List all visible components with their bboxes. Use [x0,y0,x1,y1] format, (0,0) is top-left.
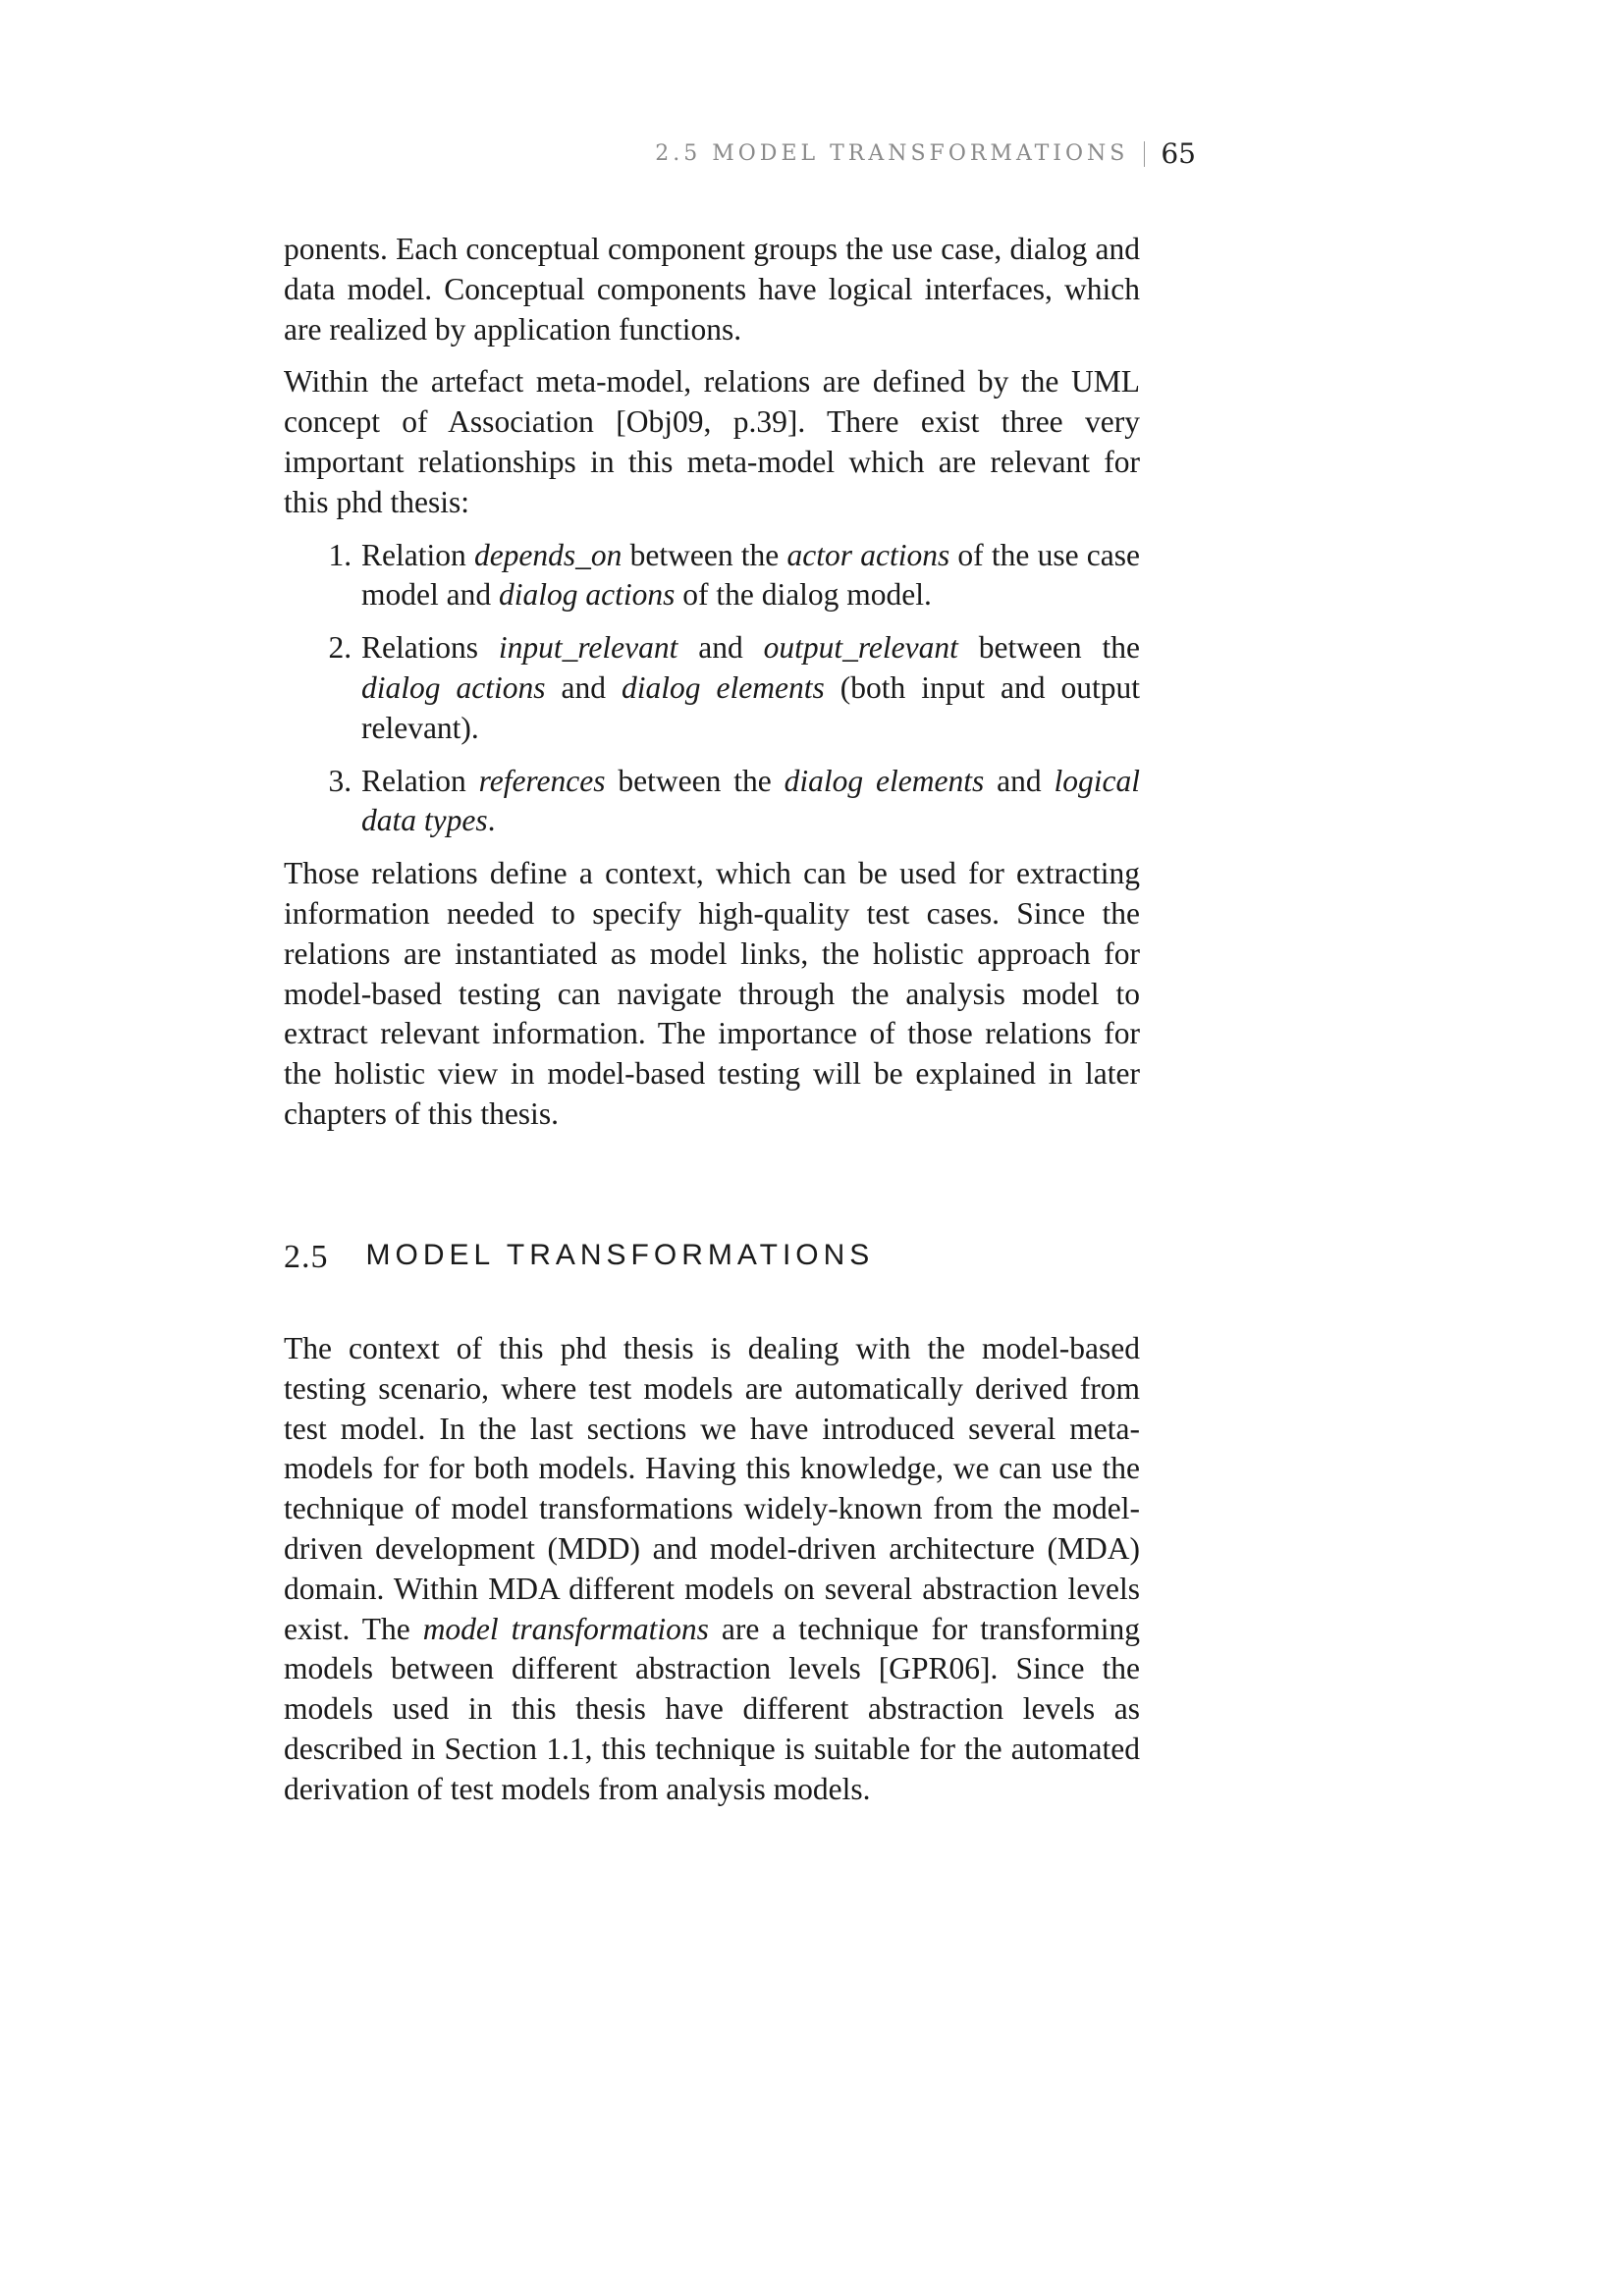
list-item: 2. Relations input_relevant and output_relevant between the dialog actions and dialog elements (both input and output relevant). [359,628,1140,748]
body-text-top [284,230,1140,1148]
body-text-section [284,1329,1140,1810]
section-heading [284,1239,874,1276]
relations-list [284,536,1140,842]
paragraph-continuation: ponents. Each conceptual component groups the use case, dialog and data model. Conceptual components have logical interfaces, which are realized by application functions. [284,232,1140,347]
section-title: MODEL TRANSFORMATIONS [365,1239,875,1271]
running-head-divider [1144,141,1145,167]
list-item: 1. Relation depends_on between the actor actions of the use case model and dialog actions of the dialog model. [359,536,1140,616]
paragraph-model-transformations: The context of this phd thesis is dealing with the model-based testing scenario, where test models are automatically derived from test model. In the last sections we have introduced several meta-models for for both models. Having this knowledge, we can use the technique of model transformations widely-known from the model-driven development (MDD) and model-driven architecture (MDA) domain. Within MDA different models on several abstraction levels exist. The model transformations are a technique for transforming models between different abstraction levels [GPR06]. Since the models used in this thesis have different abstraction levels as described in Section 1.1, this technique is suitable for the automated derivation of test models from analysis models. [284,1331,1141,1806]
list-item: 3. Relation references between the dialog elements and logical data types. [359,762,1140,842]
paragraph-relations-context: Those relations define a context, which can be used for extracting information needed to specify high-quality test cases. Since the relations are instantiated as model links, the holistic approach for model-based testing can navigate through the analysis model to extract relevant information. The importance of those relations for the holistic view in model-based testing will be explained in later chapters of this thesis. [284,856,1140,1131]
running-head [655,137,1196,170]
paragraph-relations-intro: Within the artefact meta-model, relations are defined by the UML concept of Association [Obj09, p.39]. There exist three very important relationships in this meta-model which are relevant for this phd thesis: [284,364,1140,519]
page-number: 65 [1161,137,1196,170]
running-head-section: 2.5 MODEL TRANSFORMATIONS [655,141,1129,166]
section-number: 2.5 [284,1239,329,1275]
